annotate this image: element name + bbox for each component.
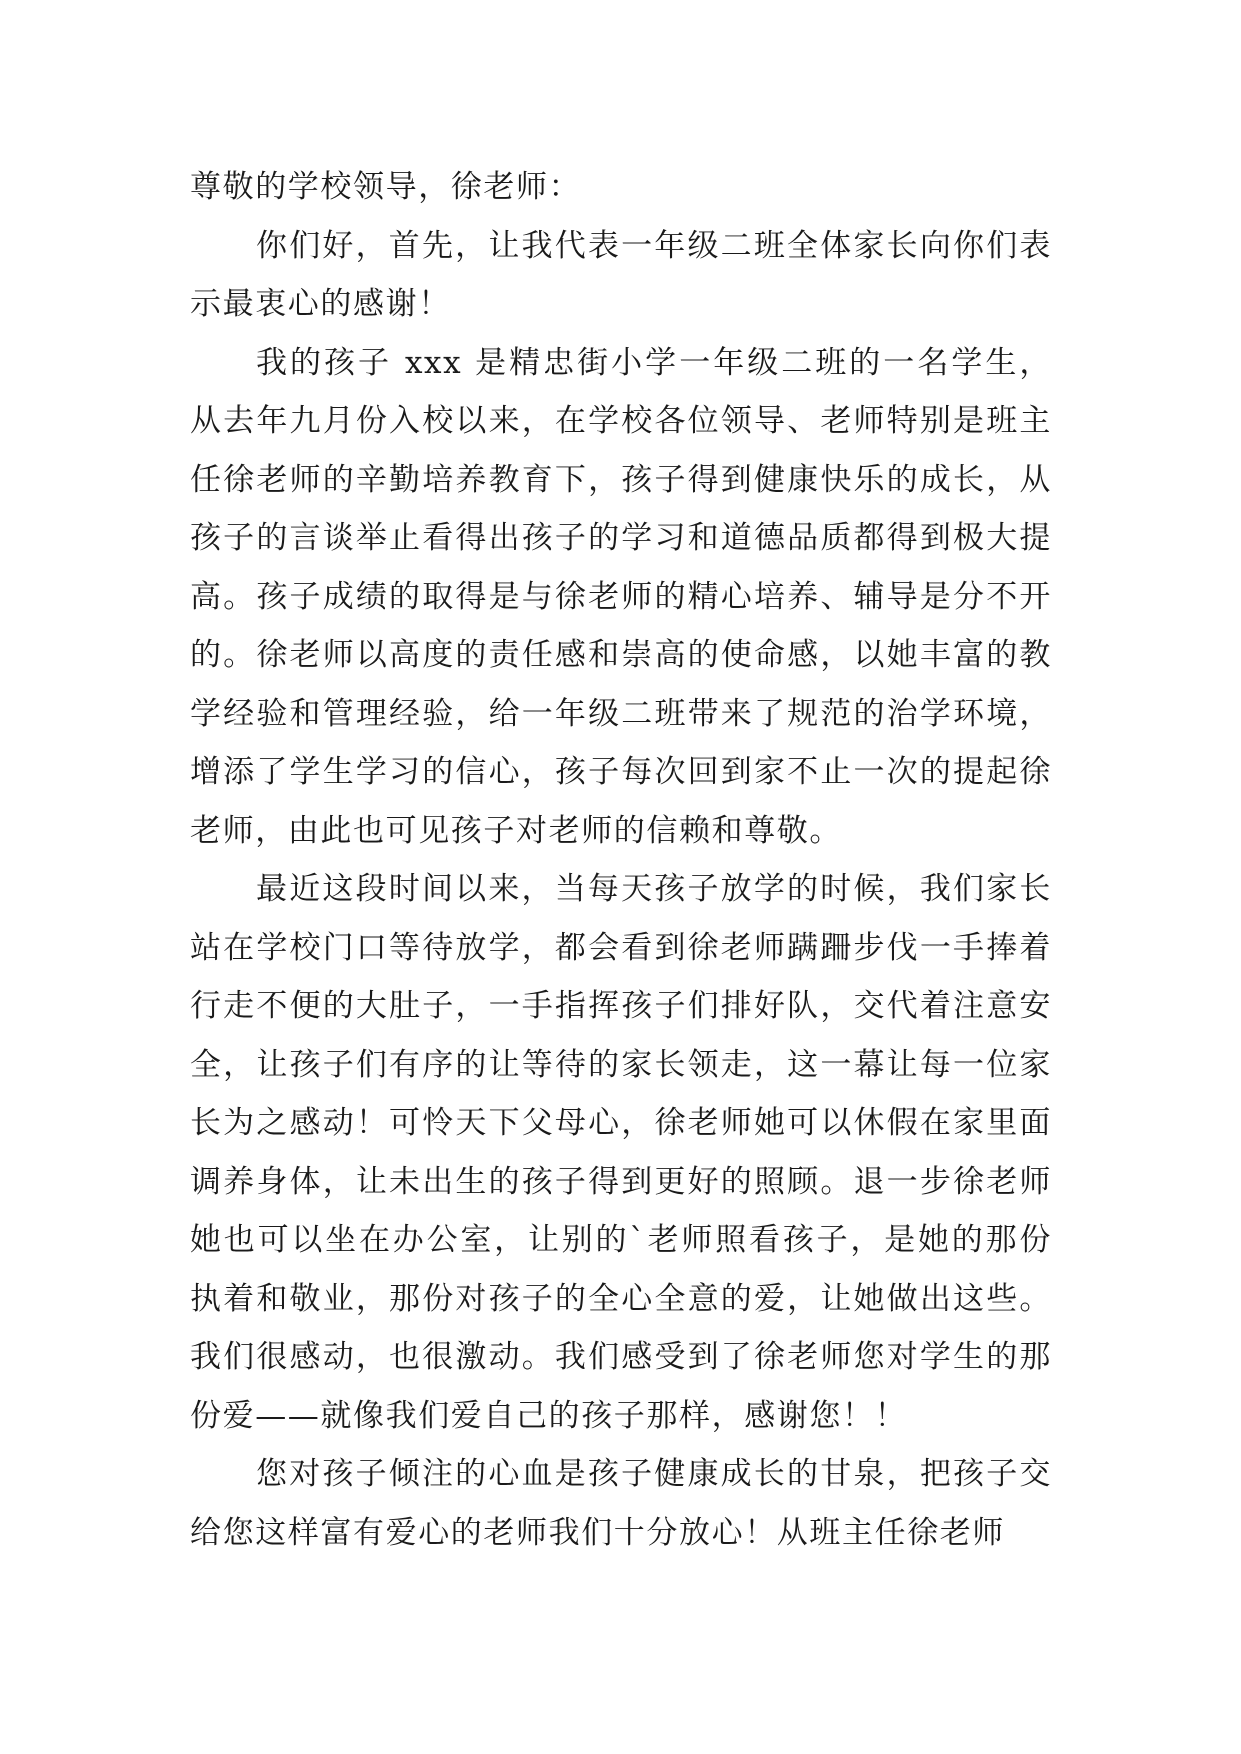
letter-salutation: 尊敬的学校领导，徐老师： [190,169,582,205]
letter-body [190,158,1052,1562]
letter-paragraph: 我的孩子 xxx 是精忠街小学一年级二班的一名学生，从去年九月份入校以来，在学校各位领导、老师特别是班主任徐老师的辛勤培养教育下，孩子得到健康快乐的成长，从孩子的言谈举止看得出孩子的学习和道德品质都得到极大提高。孩子成绩的取得是与徐老师的精心培养、辅导是分不开的。徐老师以高度的责任感和崇高的使命感，以她丰富的教学经验和管理经验，给一年级二班带来了规范的治学环境，增添了学生学习的信心，孩子每次回到家不止一次的提起徐老师，由此也可见孩子对老师的信赖和尊敬。 [190,344,1052,849]
letter-paragraph: 您对孩子倾注的心血是孩子健康成长的甘泉，把孩子交给您这样富有爱心的老师我们十分放心！从班主任徐老师 [190,1456,1052,1551]
letter-paragraph: 你们好，首先，让我代表一年级二班全体家长向你们表示最衷心的感谢！ [190,227,1052,322]
letter-paragraph: 最近这段时间以来，当每天孩子放学的时候，我们家长站在学校门口等待放学，都会看到徐老师蹒跚步伐一手捧着行走不便的大肚子，一手指挥孩子们排好队，交代着注意安全，让孩子们有序的让等待的家长领走，这一幕让每一位家长为之感动！可怜天下父母心，徐老师她可以休假在家里面调养身体，让未出生的孩子得到更好的照顾。退一步徐老师她也可以坐在办公室，让别的`老师照看孩子，是她的那份执着和敬业，那份对孩子的全心全意的爱，让她做出这些。我们很感动，也很激动。我们感受到了徐老师您对学生的那份爱——就像我们爱自己的孩子那样，感谢您！！ [190,871,1052,1434]
